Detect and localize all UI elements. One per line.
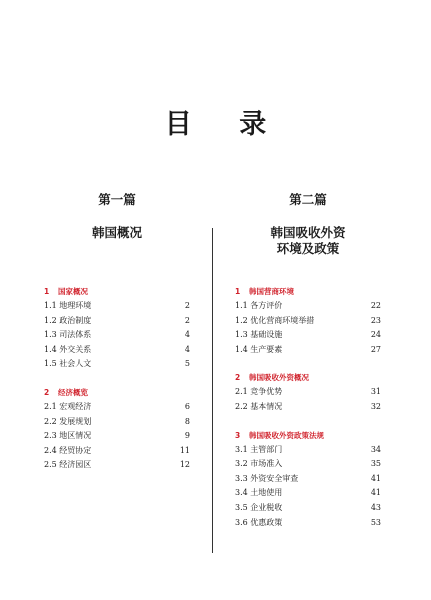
toc-entry[interactable] bbox=[235, 328, 381, 343]
toc-entry[interactable] bbox=[44, 343, 190, 358]
toc-entry[interactable] bbox=[235, 516, 381, 531]
toc-entry-label: 2.2 发展规划 bbox=[44, 416, 92, 426]
toc-entry-label: 3.4 土地使用 bbox=[235, 488, 283, 498]
toc-entry-page: 35 bbox=[370, 459, 381, 469]
toc-entry[interactable] bbox=[235, 299, 381, 314]
toc-entry[interactable] bbox=[235, 486, 381, 501]
part-two-title-line: 韩国吸收外资 bbox=[270, 225, 346, 240]
part-one-column bbox=[44, 190, 190, 473]
toc-entry-label: 1.5 社会人文 bbox=[44, 359, 92, 369]
toc-entry-label: 1.3 基础设施 bbox=[235, 330, 283, 340]
toc-entry[interactable] bbox=[235, 400, 381, 415]
part-one-title bbox=[44, 225, 190, 259]
toc-entry[interactable] bbox=[44, 328, 190, 343]
toc-entry-page: 32 bbox=[370, 401, 381, 411]
toc-entry-page: 41 bbox=[370, 473, 381, 483]
toc-entry-label: 2.3 地区情况 bbox=[44, 431, 92, 441]
toc-entry-label: 3.2 市场准入 bbox=[235, 459, 283, 469]
toc-entry-page: 41 bbox=[370, 488, 381, 498]
toc-entry[interactable] bbox=[44, 314, 190, 329]
title-char-1: 目 bbox=[164, 109, 192, 140]
toc-entry-label: 1.1 各方评价 bbox=[235, 301, 283, 310]
toc-entry-page: 9 bbox=[184, 431, 190, 441]
toc-entry-page: 23 bbox=[370, 315, 381, 325]
chapter-title: 韩国营商环境 bbox=[249, 287, 294, 296]
chapter-heading[interactable] bbox=[235, 285, 381, 299]
toc-entry-label: 2.2 基本情况 bbox=[235, 401, 283, 411]
toc-entry-label: 2.1 宏观经济 bbox=[44, 401, 92, 411]
toc-entry-page: 53 bbox=[370, 517, 381, 527]
chapter-title: 国家概况 bbox=[58, 287, 88, 296]
chapter-title: 韩国吸收外资概况 bbox=[249, 373, 309, 383]
part-two-column bbox=[235, 190, 381, 530]
page-title bbox=[0, 102, 431, 141]
chapter-title: 经济概览 bbox=[58, 387, 88, 397]
toc-entry[interactable] bbox=[235, 472, 381, 487]
toc-entry-label: 2.5 经济园区 bbox=[44, 460, 92, 470]
toc-entry-page: 2 bbox=[184, 301, 190, 310]
toc-entry-label: 3.3 外资安全审查 bbox=[235, 473, 299, 483]
toc-entry-label: 3.5 企业税收 bbox=[235, 502, 283, 512]
toc-entry-label: 1.1 地理环境 bbox=[44, 301, 92, 310]
chapter-heading[interactable] bbox=[44, 386, 190, 400]
toc-entry[interactable] bbox=[235, 314, 381, 329]
chapter-heading[interactable] bbox=[235, 429, 381, 443]
toc-entry-page: 43 bbox=[370, 502, 381, 512]
toc-entry[interactable] bbox=[235, 457, 381, 472]
toc-entry-page: 11 bbox=[179, 445, 190, 455]
toc-entry-page: 4 bbox=[184, 344, 190, 354]
toc-entry-page: 2 bbox=[184, 315, 190, 325]
toc-entry-page: 12 bbox=[179, 460, 190, 470]
chapter-title: 韩国吸收外资政策法规 bbox=[249, 430, 324, 440]
part-one-title-line: 韩国概况 bbox=[91, 225, 142, 240]
toc-entry-label: 3.1 主管部门 bbox=[235, 444, 283, 454]
toc-entry[interactable] bbox=[44, 400, 190, 415]
toc-entry-label: 1.2 优化营商环境举措 bbox=[235, 315, 315, 325]
toc-entry-page: 24 bbox=[370, 330, 381, 340]
chapter-number: 2 bbox=[44, 387, 50, 397]
part-two-title-line: 环境及政策 bbox=[276, 241, 340, 256]
chapter-heading[interactable] bbox=[235, 371, 381, 385]
toc-entry-label: 1.4 生产要素 bbox=[235, 344, 283, 354]
toc-entry-label: 1.3 司法体系 bbox=[44, 330, 92, 340]
toc-entry-page: 8 bbox=[184, 416, 190, 426]
toc-entry-page: 31 bbox=[370, 387, 381, 397]
chapter-number: 3 bbox=[235, 430, 241, 440]
toc-entry[interactable] bbox=[44, 299, 190, 314]
chapter-number: 1 bbox=[235, 287, 241, 296]
toc-entry[interactable] bbox=[44, 458, 190, 473]
toc-entry-label: 2.4 经贸协定 bbox=[44, 445, 92, 455]
toc-entry[interactable] bbox=[44, 444, 190, 459]
toc-entry-page: 4 bbox=[184, 330, 190, 340]
toc-entry[interactable] bbox=[44, 357, 190, 372]
toc-entry-label: 1.2 政治制度 bbox=[44, 315, 92, 325]
toc-entry[interactable] bbox=[235, 343, 381, 358]
column-divider bbox=[212, 228, 213, 553]
toc-entry-label: 1.4 外交关系 bbox=[44, 344, 92, 354]
toc-entry-page: 27 bbox=[370, 344, 381, 354]
toc-entry-label: 2.1 竞争优势 bbox=[235, 387, 283, 397]
part-two-label: 第二篇 bbox=[289, 192, 327, 207]
chapter-number: 1 bbox=[44, 287, 50, 296]
toc-entry-page: 22 bbox=[370, 301, 381, 310]
chapter-heading[interactable] bbox=[44, 285, 190, 299]
part-two-title bbox=[235, 225, 381, 259]
toc-entry-page: 6 bbox=[184, 401, 190, 411]
toc-entry-page: 5 bbox=[184, 359, 190, 369]
chapter-number: 2 bbox=[235, 373, 241, 383]
toc-entry[interactable] bbox=[235, 443, 381, 458]
toc-entry[interactable] bbox=[44, 415, 190, 430]
part-one-label: 第一篇 bbox=[98, 192, 136, 207]
title-char-2: 录 bbox=[239, 109, 267, 140]
toc-entry[interactable] bbox=[235, 385, 381, 400]
toc-entry[interactable] bbox=[235, 501, 381, 516]
toc-entry[interactable] bbox=[44, 429, 190, 444]
toc-entry-page: 34 bbox=[370, 444, 381, 454]
toc-entry-label: 3.6 优惠政策 bbox=[235, 517, 283, 527]
